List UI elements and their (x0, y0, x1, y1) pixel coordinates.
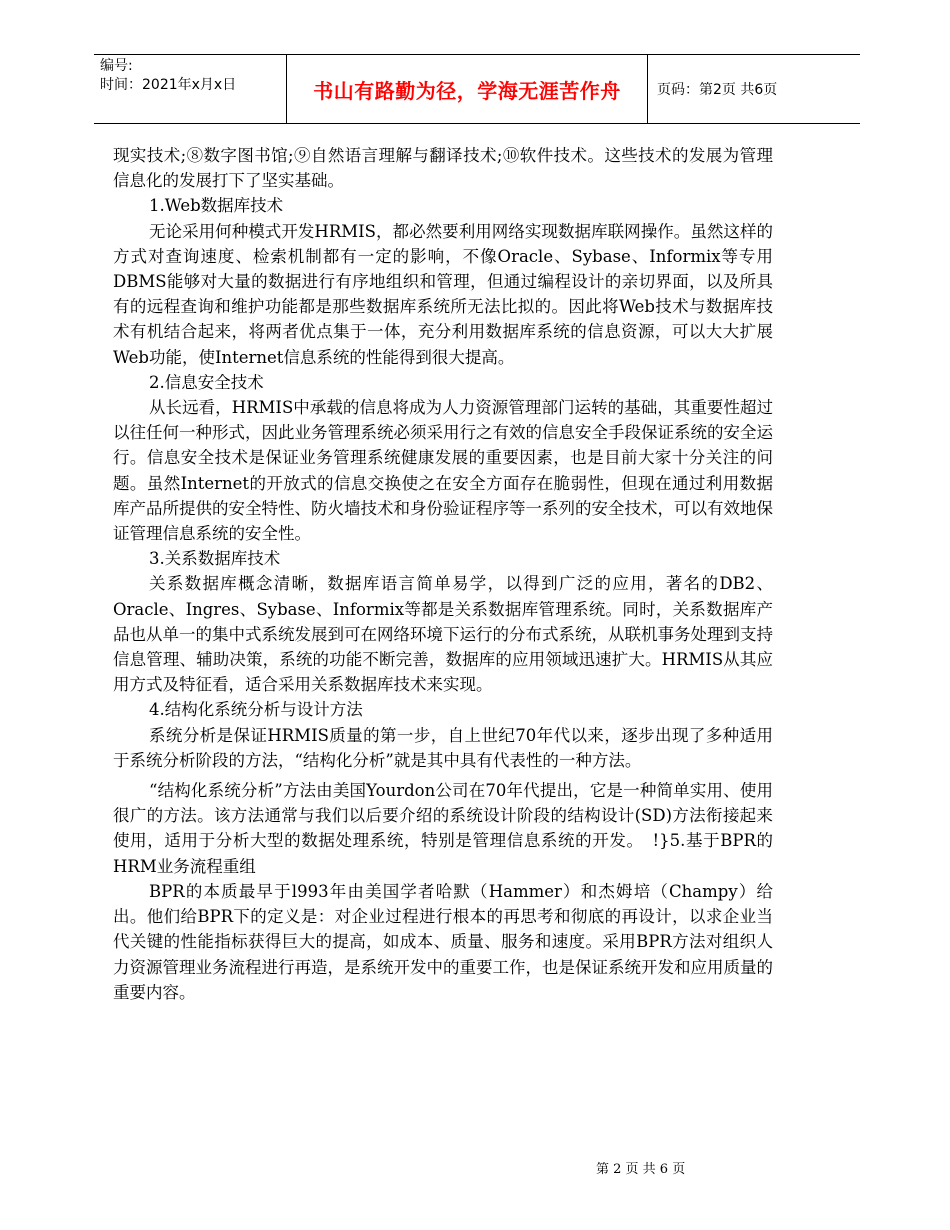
section-heading: 4.结构化系统分析与设计方法 (149, 700, 363, 720)
section-heading: 2.信息安全技术 (149, 372, 264, 392)
paragraph: 无论采用何种模式开发HRMIS，都必然要利用网络实现数据库联网操作。虽然这样的方式对查询速度、检索机制都有一定的影响，不像Oracle、Sybase、Informix等专用DBMS能够对大量的数据进行有序地组织和管理，但通过编程设计的亲切界面，以及所具有的远程查询和维护功能都是那些数据库系统所无法比拟的。因此将Web技术与数据库技术有机结合起来，将两者优点集于一体，充分利用数据库系统的信息资源，可以大大扩展Web功能，使Internet信息系统的性能得到很大提高。 (113, 221, 773, 367)
page-number-label: 页码：第2页 共6页 (657, 82, 778, 98)
page-header (94, 54, 860, 124)
header-motto-cell (286, 55, 648, 123)
header-info-cell (94, 55, 286, 123)
paragraph: “结构化系统分析”方法由美国Yourdon公司在70年代提出，它是一种简单实用、使用很广的方法。该方法通常与我们以后要介绍的系统设计阶段的结构设计(SD)方法衔接起来使用，适用于分析大型的数据处理系统，特别是管理信息系统的开发。 !}5.基于BPR的HRM业务流程重组 (113, 781, 773, 876)
section-heading: 1.Web数据库技术 (149, 196, 284, 216)
serial-label: 编号: (100, 58, 133, 74)
paragraph: 现实技术;⑧数字图书馆;⑨自然语言理解与翻译技术;⑩软件技术。这些技术的发展为管理信息化的发展打下了坚实基础。 (113, 146, 773, 191)
header-page-cell (648, 55, 860, 123)
paragraph: BPR的本质最早于l993年由美国学者哈默（Hammer）和杰姆培（Champy）给出。他们给BPR下的定义是：对企业过程进行根本的再思考和彻底的再设计，以求企业当代关键的性能指标获得巨大的提高，如成本、质量、服务和速度。采用BPR方法对组织人力资源管理业务流程进行再造，是系统开发中的重要工作，也是保证系统开发和应用质量的重要内容。 (113, 881, 773, 1002)
time-label: 时间：2021年x月x日 (100, 77, 237, 93)
paragraph: 从长远看，HRMIS中承载的信息将成为人力资源管理部门运转的基础，其重要性超过以往任何一种形式，因此业务管理系统必须采用行之有效的信息安全手段保证系统的安全运行。信息安全技术是保证业务管理系统健康发展的重要因素，也是目前大家十分关注的问题。虽然Internet的开放式的信息交换使之在安全方面存在脆弱性，但现在通过利用数据库产品所提供的安全特性、防火墙技术和身份验证程序等一系列的安全技术，可以有效地保证管理信息系统的安全性。 (113, 398, 773, 544)
paragraph: 系统分析是保证HRMIS质量的第一步，自上世纪70年代以来，逐步出现了多种适用于系统分析阶段的方法，“结构化分析”就是其中具有代表性的一种方法。 (113, 725, 773, 770)
page-footer: 第 2 页 共 6 页 (596, 1162, 686, 1177)
section-heading: 3.关系数据库技术 (149, 549, 281, 569)
paragraph: 关系数据库概念清晰，数据库语言简单易学，以得到广泛的应用，著名的DB2、Oracle、Ingres、Sybase、Informix等都是关系数据库管理系统。同时，关系数据库产品也从单一的集中式系统发展到可在网络环境下运行的分布式系统，从联机事务处理到支持信息管理、辅助决策，系统的功能不断完善，数据库的应用领域迅速扩大。HRMIS从其应用方式及特征看，适合采用关系数据库技术来实现。 (113, 574, 773, 695)
motto-text: 书山有路勤为径，学海无涯苦作舟 (313, 78, 621, 103)
document-body (113, 143, 773, 1005)
